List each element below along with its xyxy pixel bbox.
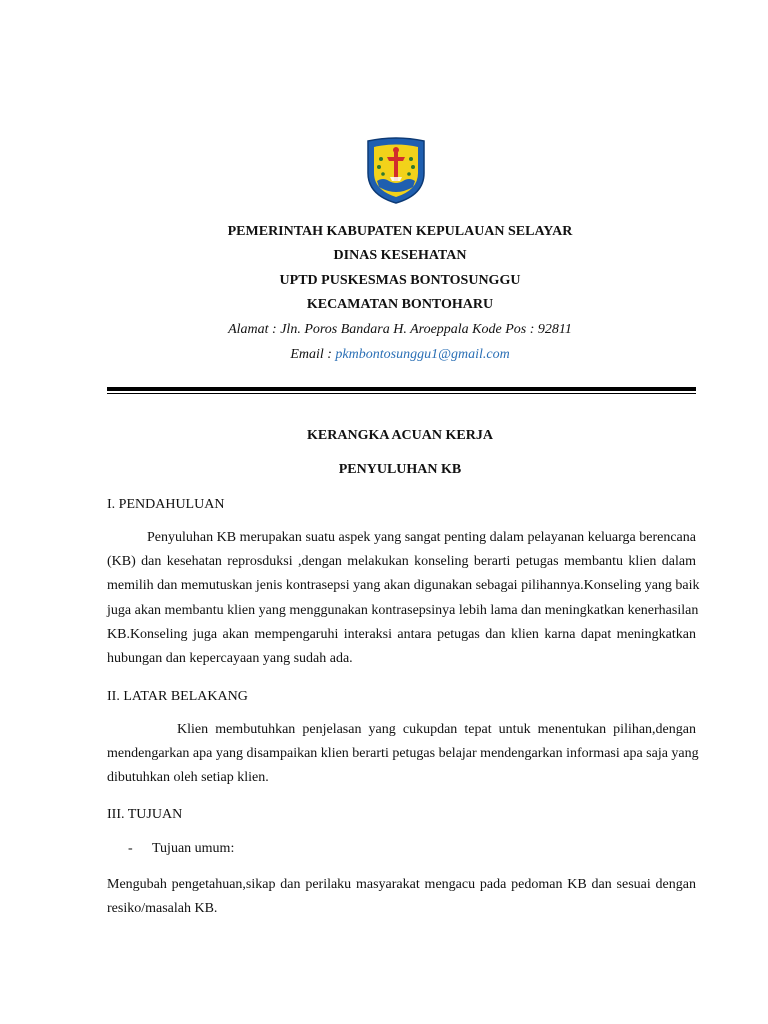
document-title: KERANGKA ACUAN KERJA bbox=[307, 428, 493, 443]
section-body-tujuan bbox=[107, 873, 696, 921]
email-line bbox=[100, 346, 700, 364]
bullet-item-tujuan-umum bbox=[128, 840, 234, 858]
email-link[interactable]: pkmbontosunggu1@gmail.com bbox=[335, 347, 510, 362]
org-department-line: DINAS KESEHATAN bbox=[333, 248, 467, 263]
org-government-line: PEMERINTAH KABUPATEN KEPULAUAN SELAYAR bbox=[227, 224, 573, 239]
paragraph-line: mendengarkan apa yang disampaikan klien berarti petugas belajar mendengarkan informasi apa saja yang bbox=[107, 746, 699, 762]
document-subtitle: PENYULUHAN KB bbox=[338, 462, 462, 477]
paragraph-line: Mengubah pengetahuan,sikap dan perilaku masyarakat mengacu pada pedoman KB dan sesuai dengan bbox=[107, 877, 696, 892]
bullet-marker: - bbox=[128, 841, 133, 856]
section-body-pendahuluan bbox=[107, 526, 700, 671]
paragraph-line: Klien membutuhkan penjelasan yang cukupdan tepat untuk menentukan pilihan,dengan bbox=[177, 722, 696, 737]
letterhead-divider-thin bbox=[107, 393, 696, 394]
org-unit-line: UPTD PUSKESMAS BONTOSUNGGU bbox=[279, 273, 521, 288]
paragraph-line: hubungan dan kepercayaan yang sudah ada. bbox=[107, 651, 353, 667]
section-heading-pendahuluan: I. PENDAHULUAN bbox=[107, 497, 225, 512]
letterhead-divider-thick bbox=[107, 387, 696, 391]
address-line: Alamat : Jln. Poros Bandara H. Aroeppala Kode Pos : 92811 bbox=[228, 322, 572, 337]
email-label: Email : bbox=[290, 347, 336, 362]
paragraph-line: memilih dan memutuskan jenis kontrasepsi yang akan digunakan sebagai pilihannya.Konseling yang baik bbox=[107, 578, 700, 594]
paragraph-line: (KB) dan kesehatan reprosduksi ,dengan melakukan konseling berarti petugas membantu klien dalam bbox=[107, 554, 696, 570]
paragraph-line: KB.Konseling juga akan mempengaruhi interaksi antara petugas dan klien karna dapat meningkatkan bbox=[107, 626, 696, 642]
regency-crest-icon bbox=[363, 137, 429, 205]
paragraph-line: Penyuluhan KB merupakan suatu aspek yang sangat penting dalam pelayanan keluarga berencana bbox=[147, 530, 696, 545]
section-heading-latar-belakang: II. LATAR BELAKANG bbox=[107, 689, 248, 704]
section-heading-tujuan: III. TUJUAN bbox=[107, 807, 183, 822]
section-body-latar-belakang bbox=[107, 718, 699, 791]
bullet-text: Tujuan umum: bbox=[152, 841, 235, 856]
paragraph-line: juga akan membantu klien yang menggunakan kontrasepsinya lebih lama dan meningkatkan kenerhasilan bbox=[107, 602, 699, 618]
paragraph-line: dibutuhkan oleh setiap klien. bbox=[107, 770, 269, 786]
paragraph-line: resiko/masalah KB. bbox=[107, 901, 218, 917]
org-district-line: KECAMATAN BONTOHARU bbox=[306, 297, 494, 312]
